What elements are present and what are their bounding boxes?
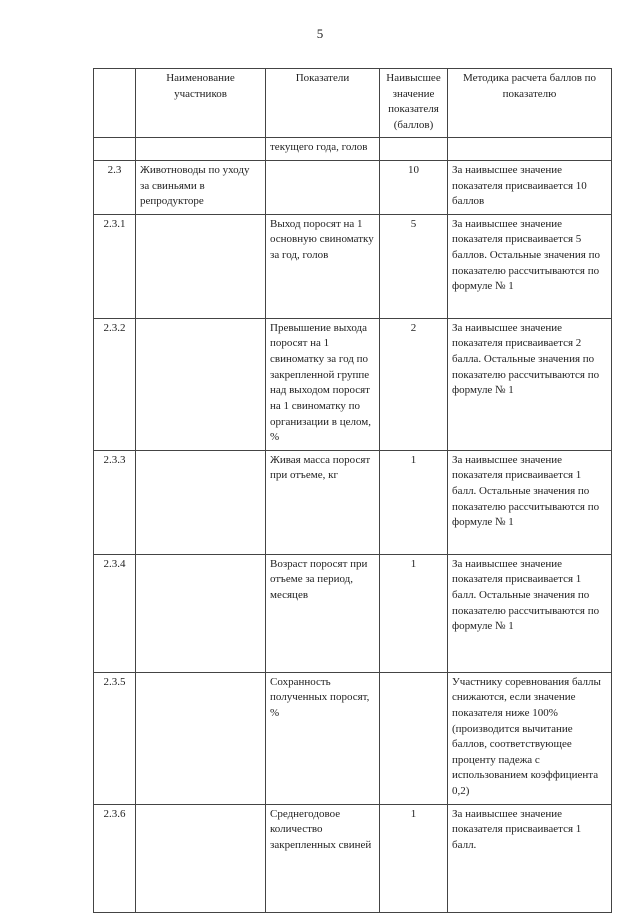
row-participants: Животноводы по уходу за свиньями в репродукторе (136, 161, 266, 215)
row-indicator: Сохранность полученных поросят, % (266, 672, 380, 804)
row-number: 2.3 (94, 161, 136, 215)
row-indicator: Возраст поросят при отъеме за период, месяцев (266, 554, 380, 672)
header-participants: Наименование участников (136, 69, 266, 138)
row-number: 2.3.3 (94, 450, 136, 554)
table-row (94, 554, 612, 672)
row-participants (136, 214, 266, 318)
row-method: За наивысшее значение показателя присваивается 2 балла. Остальные значения по показателю рассчитываются по формуле № 1 (448, 318, 612, 450)
row-participants (136, 554, 266, 672)
table-header-row (94, 69, 612, 138)
row-number: 2.3.1 (94, 214, 136, 318)
row-max-value: 1 (380, 450, 448, 554)
row-method: За наивысшее значение показателя присваивается 10 баллов (448, 161, 612, 215)
row-number (94, 138, 136, 161)
row-participants (136, 318, 266, 450)
row-max-value (380, 138, 448, 161)
row-max-value (380, 672, 448, 804)
table-row (94, 318, 612, 450)
table-row (94, 804, 612, 912)
row-indicator (266, 161, 380, 215)
row-participants (136, 138, 266, 161)
page-number: 5 (316, 26, 324, 41)
row-indicator: Живая масса поросят при отъеме, кг (266, 450, 380, 554)
row-max-value: 2 (380, 318, 448, 450)
table-row (94, 161, 612, 215)
row-max-value: 1 (380, 554, 448, 672)
row-number: 2.3.2 (94, 318, 136, 450)
row-method (448, 138, 612, 161)
row-indicator: текущего года, голов (266, 138, 380, 161)
row-method: За наивысшее значение показателя присваивается 1 балл. Остальные значения по показателю рассчитываются по формуле № 1 (448, 554, 612, 672)
row-number: 2.3.6 (94, 804, 136, 912)
header-max-value: Наивысшее значение показателя (баллов) (380, 69, 448, 138)
scoring-table (93, 68, 612, 913)
table-row (94, 450, 612, 554)
row-method: За наивысшее значение показателя присваивается 1 балл. Остальные значения по показателю рассчитываются по формуле № 1 (448, 450, 612, 554)
row-participants (136, 804, 266, 912)
row-method: За наивысшее значение показателя присваивается 1 балл. (448, 804, 612, 912)
row-max-value: 10 (380, 161, 448, 215)
header-number (94, 69, 136, 138)
table-row (94, 138, 612, 161)
row-indicator: Среднегодовое количество закрепленных свиней (266, 804, 380, 912)
row-method: За наивысшее значение показателя присваивается 5 баллов. Остальные значения по показателю рассчитываются по формуле № 1 (448, 214, 612, 318)
row-indicator: Выход поросят на 1 основную свиноматку за год, голов (266, 214, 380, 318)
row-max-value: 5 (380, 214, 448, 318)
header-method: Методика расчета баллов по показателю (448, 69, 612, 138)
row-participants (136, 672, 266, 804)
row-method: Участнику соревнования баллы снижаются, если значение показателя ниже 100% (производится вычитание баллов, соответствующее проценту падежа с использованием коэффициента 0,2) (448, 672, 612, 804)
row-indicator: Превышение выхода поросят на 1 свиноматку за год по закрепленной группе над выходом поросят на 1 свиноматку по организации в целом, % (266, 318, 380, 450)
header-indicators: Показатели (266, 69, 380, 138)
row-number: 2.3.5 (94, 672, 136, 804)
row-participants (136, 450, 266, 554)
table-row (94, 214, 612, 318)
row-max-value: 1 (380, 804, 448, 912)
row-number: 2.3.4 (94, 554, 136, 672)
table-row (94, 672, 612, 804)
